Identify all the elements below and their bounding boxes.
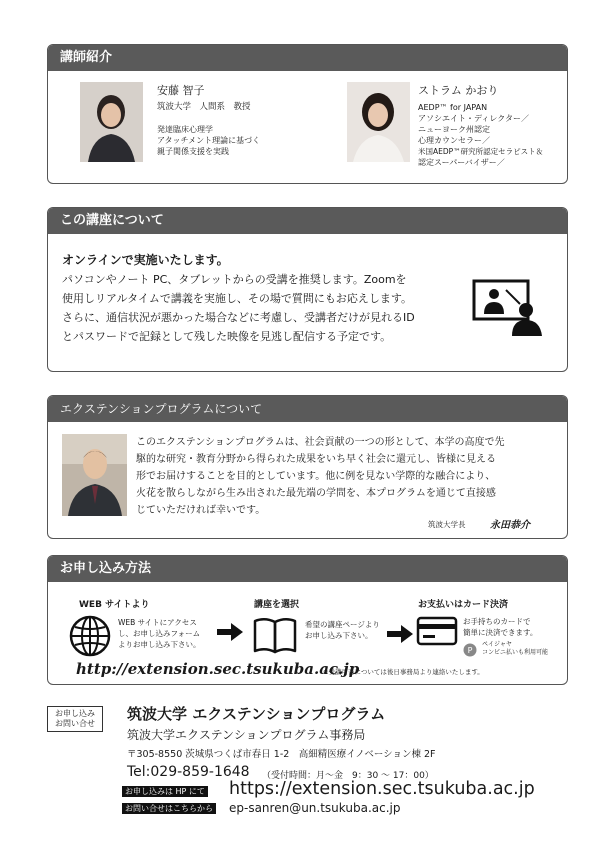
step1-desc1: WEB サイトにアクセス [118, 618, 197, 627]
lecturer1-specialty1: 発達臨床心理学 [157, 125, 213, 134]
label-hp: お申し込みは HP にて [122, 786, 208, 797]
lecturer1-name: 安藤 智子 [157, 84, 205, 97]
arrow-icon-2 [387, 624, 413, 644]
step1-desc3: よりお申し込み下さい。 [118, 640, 201, 649]
course-line1: パソコンやノート PC、タブレットからの受講を推奨します。Zoomを [62, 273, 407, 286]
lecturers-header: 講師紹介 [48, 45, 567, 71]
lecturer2-name: ストラム かおり [418, 84, 499, 97]
step1-desc2: し、お申し込みフォーム [118, 629, 201, 638]
lecturer2-line4: 心理カウンセラー／ [418, 136, 490, 145]
label-mail: お問い合せはこちらから [122, 803, 216, 814]
step2-label: 講座を選択 [254, 600, 300, 610]
course-header: この講座について [48, 208, 567, 234]
lecturer2-line3: ニューヨーク州認定 [418, 125, 490, 134]
credit-card-icon [416, 616, 458, 646]
course-line2: 使用しリアルタイムで講義を実施し、その場で質問にもお応えします。 [62, 292, 413, 305]
lecturer2-line6: 認定スーパーバイザー／ [418, 158, 505, 167]
program-line3: 形でお届けすることを目的としています。他に例を見ない学際的な融合により、 [136, 471, 496, 482]
apply-url-link[interactable]: http://extension.sec.tsukuba.ac.jp [76, 660, 360, 678]
lecturer1-photo [80, 82, 143, 162]
lecturer2-line5: 米国AEDP™研究所認定セラピスト＆ [418, 147, 544, 156]
program-header: エクステンションプログラムについて [48, 396, 567, 422]
course-line3: さらに、通信状況が悪かった場合などに考慮し、受講者だけが見れるID [62, 311, 415, 324]
president-photo [62, 434, 127, 516]
step1-label: WEB サイトより [79, 600, 150, 610]
contact-address: 〒305-8550 茨城県つくば市春日 1-2 高細精医療イノベーション棟 2F [127, 749, 436, 760]
program-line4: 火花を散らしながら生み出された最先端の学問を、本プログラムを通じて直接感 [136, 488, 496, 499]
arrow-icon-1 [217, 622, 243, 642]
book-icon [252, 615, 298, 655]
online-lecture-icon [470, 278, 548, 338]
payeasy-logo-icon [463, 642, 477, 656]
step3-label: お支払いはカード決済 [418, 600, 509, 610]
lecturer2-line2: アソシエイト・ディレクター／ [418, 114, 530, 123]
svg-text:P: P [467, 646, 473, 655]
apply-header: お申し込み方法 [48, 556, 567, 582]
globe-icon [68, 614, 112, 658]
contact-box-line1: お申し込み [55, 709, 95, 718]
apply-note: ※受講可否については後日事務局より連絡いたします。 [323, 668, 484, 676]
contact-office: 筑波大学エクステンションプログラム事務局 [127, 728, 366, 742]
contact-hours: （受付時間：月～金 9：30 ～ 17：00） [262, 771, 434, 781]
step2-desc2: お申し込み下さい。 [305, 631, 373, 640]
lecturer2-photo [347, 82, 410, 162]
signature-name: 永田恭介 [490, 520, 530, 531]
contact-email-link[interactable]: ep-sanren@un.tsukuba.ac.jp [229, 801, 401, 815]
lecturer2-line1: AEDP™ for JAPAN [418, 103, 488, 112]
program-line2: 駆的な研究・教育分野から得られた成果をいち早く社会に還元し、皆様に見える [136, 454, 496, 465]
step3-desc1: お手持ちのカードで [463, 617, 531, 626]
signature-title: 筑波大学長 [428, 520, 466, 529]
lecturer1-specialty2: アタッチメント理論に基づく [157, 136, 261, 145]
lecturer1-specialty3: 親子関係支援を実践 [157, 147, 229, 156]
step3-desc2: 簡単に決済できます。 [463, 628, 538, 637]
contact-box [47, 706, 103, 732]
payeasy-text1: ペイジャヤ [482, 641, 512, 648]
step2-desc1: 希望の講座ページより [305, 620, 380, 629]
contact-box-line2: お問い合せ [55, 719, 95, 728]
payeasy-text2: コンビニ払いも利用可能 [482, 649, 549, 656]
contact-tel: Tel:029-859-1648 [127, 764, 250, 780]
lecturer1-affiliation: 筑波大学 人間系 教授 [157, 102, 251, 112]
program-line1: このエクステンションプログラムは、社会貢献の一つの形として、本学の高度で先 [136, 437, 505, 448]
contact-url-link[interactable]: https://extension.sec.tsukuba.ac.jp [229, 779, 535, 799]
course-lead: オンラインで実施いたします。 [62, 253, 229, 267]
course-line4: とパスワードで記録として残した映像を見逃し配信する予定です。 [62, 330, 392, 343]
contact-org: 筑波大学 エクステンションプログラム [127, 705, 386, 723]
program-line5: じていただければ幸いです。 [136, 505, 266, 516]
